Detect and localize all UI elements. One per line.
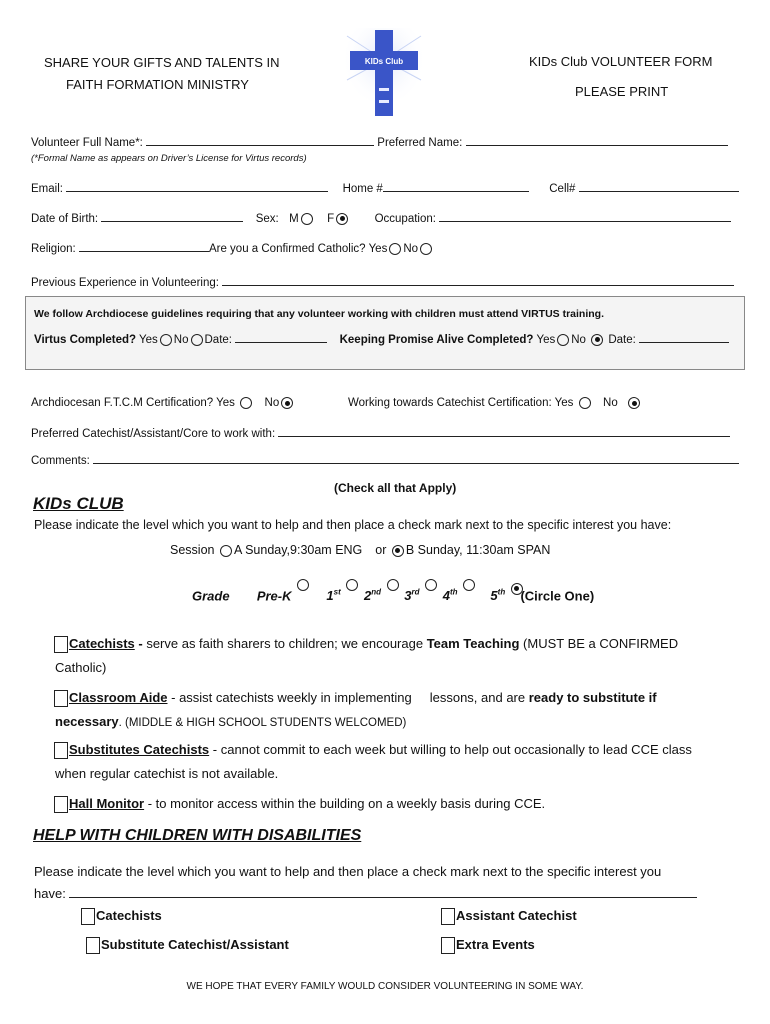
grade-1-radio[interactable] [346, 579, 358, 591]
dob-label: Date of Birth: [31, 213, 99, 225]
preferred-name-input[interactable] [466, 135, 728, 146]
header-left-line2: FAITH FORMATION MINISTRY [66, 77, 249, 92]
grade-1: 1st [326, 588, 341, 604]
confirmed-label: Are you a Confirmed Catholic? [208, 243, 366, 255]
grade-prek: Pre-K [256, 588, 292, 604]
header-left-line1: SHARE YOUR GIFTS AND TALENTS IN [44, 55, 280, 70]
grade-row [192, 588, 594, 603]
hall-monitor-checkbox[interactable] [54, 796, 68, 813]
catechists-checkbox[interactable] [54, 636, 68, 653]
grade-3-radio[interactable] [425, 579, 437, 591]
keeping-date-label: Date: [608, 334, 636, 346]
previous-row [31, 275, 734, 289]
full-name-row [31, 135, 728, 149]
dis-substitute-checkbox[interactable] [86, 937, 100, 954]
kids-club-title: KIDs CLUB [33, 494, 124, 513]
dis-option-catechists: Catechists [81, 908, 162, 925]
role-catechists-title: Catechists [69, 636, 135, 651]
email-label: Email: [31, 183, 63, 195]
occupation-input[interactable] [439, 211, 731, 222]
preferred-catechist-input[interactable] [278, 426, 730, 437]
occupation-label: Occupation: [374, 213, 436, 225]
working-yes-label: Yes [554, 397, 574, 410]
sex-label: Sex: [255, 213, 279, 225]
grade-4: 4th [442, 588, 458, 604]
full-name-input[interactable] [146, 135, 374, 146]
confirmed-no-radio[interactable] [420, 243, 432, 255]
grade-5-radio[interactable] [511, 583, 523, 595]
home-input[interactable] [383, 181, 529, 192]
virtus-date-input[interactable] [235, 332, 327, 343]
preferred-name-label: Preferred Name: [377, 137, 463, 149]
grade-3: 3rd [404, 588, 420, 604]
virtus-no-radio[interactable] [191, 334, 203, 346]
session-a-label: A Sunday,9:30am ENG [233, 543, 363, 557]
substitutes-checkbox[interactable] [54, 742, 68, 759]
name-note: (*Formal Name as appears on Driver’s License for Virtus records) [31, 153, 307, 164]
working-row [348, 397, 642, 409]
please-print: PLEASE PRINT [575, 84, 669, 99]
dis-option-assistant: Assistant Catechist [441, 908, 577, 925]
virtus-no-label: No [173, 334, 189, 346]
session-a-radio[interactable] [220, 545, 232, 557]
dis-assistant-checkbox[interactable] [441, 908, 455, 925]
dis-option-substitute: Substitute Catechist/Assistant [86, 937, 289, 954]
session-b-label: B Sunday, 11:30am SPAN [405, 543, 551, 557]
virtus-date-label: Date: [204, 334, 232, 346]
religion-input[interactable] [79, 241, 209, 252]
working-no-radio[interactable] [628, 397, 640, 409]
virtus-yes-label: Yes [139, 334, 158, 346]
ftcm-label: Archdiocesan F.T.C.M Certification? [31, 397, 214, 410]
role-catechists: Catechists - serve as faith sharers to children; we encourage Team Teaching (MUST BE a CONFIRMED [54, 636, 678, 653]
dis-extra-checkbox[interactable] [441, 937, 455, 954]
ftcm-yes-radio[interactable] [240, 397, 252, 409]
keeping-yes-label: Yes [536, 334, 556, 346]
religion-row [31, 241, 434, 255]
dob-row [31, 211, 731, 225]
virtus-completed-label: Virtus Completed? [34, 334, 137, 346]
keeping-no-label: No [571, 334, 586, 346]
role-catechists-line2: Catholic) [55, 660, 107, 675]
comments-input[interactable] [93, 453, 739, 464]
ftcm-row [31, 397, 295, 409]
confirmed-yes-label: Yes [368, 243, 388, 255]
sex-m-radio[interactable] [301, 213, 313, 225]
dob-input[interactable] [101, 211, 243, 222]
logo-text: KIDs Club [364, 57, 404, 66]
role-substitutes-line2: when regular catechist is not available. [55, 766, 279, 781]
virtus-notice: We follow Archdiocese guidelines requiring that any volunteer working with children must attend VIRTUS training. [34, 308, 604, 320]
role-aide-title: Classroom Aide [69, 690, 168, 705]
religion-label: Religion: [31, 243, 76, 255]
dis-option-extra: Extra Events [441, 937, 535, 954]
role-hall-monitor-title: Hall Monitor [69, 796, 145, 811]
preferred-catechist-row [31, 426, 730, 440]
disabilities-have-label: have: [34, 886, 66, 901]
kids-instruction: Please indicate the level which you want to help and then place a check mark next to the specific interest you have: [34, 518, 672, 532]
grade-2-radio[interactable] [387, 579, 399, 591]
home-label: Home # [342, 183, 383, 195]
ftcm-no-label: No [264, 397, 280, 410]
check-all-note: (Check all that Apply) [334, 481, 457, 495]
confirmed-no-label: No [403, 243, 419, 255]
form-title: KIDs Club VOLUNTEER FORM [529, 54, 713, 69]
disabilities-instruction: Please indicate the level which you want to help and then place a check mark next to the specific interest you [34, 864, 662, 879]
session-label: Session [170, 543, 215, 557]
confirmed-yes-radio[interactable] [389, 243, 401, 255]
role-hall-monitor: Hall Monitor - to monitor access within the building on a weekly basis during CCE. [54, 796, 545, 813]
keeping-yes-radio[interactable] [557, 334, 569, 346]
email-input[interactable] [66, 181, 328, 192]
sex-f-radio[interactable] [336, 213, 348, 225]
disabilities-title: HELP WITH CHILDREN WITH DISABILITIES [33, 827, 362, 844]
disabilities-have-row [34, 886, 697, 901]
keeping-no-radio[interactable] [591, 334, 603, 346]
working-yes-radio[interactable] [579, 397, 591, 409]
keeping-date-input[interactable] [639, 332, 729, 343]
role-substitutes-title: Substitutes Catechists [69, 742, 210, 757]
sex-m-label: M [289, 213, 299, 225]
session-b-radio[interactable] [392, 545, 404, 557]
preferred-catechist-label: Preferred Catechist/Assistant/Core to work with: [31, 428, 276, 440]
session-row [170, 543, 550, 557]
role-substitutes: Substitutes Catechists - cannot commit to each week but willing to help out occasionally to lead CCE class [54, 742, 692, 759]
keeping-promise-label: Keeping Promise Alive Completed? [339, 334, 534, 346]
footer-note: WE HOPE THAT EVERY FAMILY WOULD CONSIDER VOLUNTEERING IN SOME WAY. [186, 981, 584, 992]
comments-row [31, 453, 739, 467]
grade-4-radio[interactable] [463, 579, 475, 591]
comments-label: Comments: [31, 455, 90, 467]
role-aide: Classroom Aide - assist catechists weekly in implementing lessons, and are ready to substitute if [54, 690, 657, 707]
virtus-yes-radio[interactable] [160, 334, 172, 346]
circle-one: (Circle One) [520, 588, 595, 604]
working-label: Working towards Catechist Certification: [348, 397, 552, 410]
previous-label: Previous Experience in Volunteering: [31, 277, 219, 289]
grade-label: Grade [192, 588, 230, 604]
disabilities-have-input[interactable] [69, 887, 697, 898]
sex-f-label: F [327, 213, 335, 225]
ftcm-yes-label: Yes [216, 397, 235, 410]
session-or: or [375, 543, 387, 557]
full-name-label: Volunteer Full Name*: [31, 137, 143, 149]
cell-input[interactable] [579, 181, 739, 192]
working-no-label: No [603, 397, 618, 410]
grade-2: 2nd [364, 588, 382, 604]
cell-label: Cell# [549, 183, 576, 195]
dis-catechists-checkbox[interactable] [81, 908, 95, 925]
kids-club-logo [345, 28, 423, 118]
contact-row [31, 181, 739, 195]
aide-checkbox[interactable] [54, 690, 68, 707]
grade-5: 5th [490, 588, 506, 604]
previous-input[interactable] [222, 275, 734, 286]
grade-prek-radio[interactable] [297, 579, 309, 591]
role-aide-line2: necessary. (MIDDLE & HIGH SCHOOL STUDENTS WELCOMED) [55, 714, 407, 729]
virtus-row [34, 332, 729, 346]
ftcm-no-radio[interactable] [281, 397, 293, 409]
